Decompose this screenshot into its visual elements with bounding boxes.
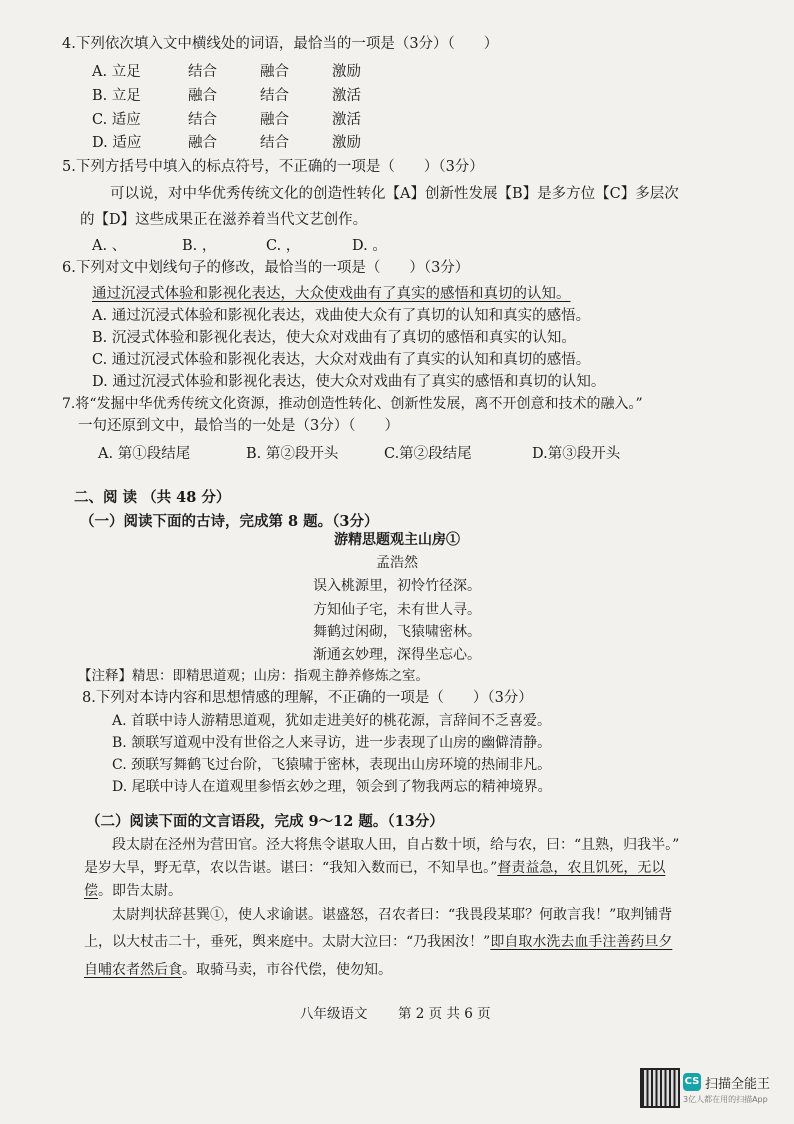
- part-2-title: （二）阅读下面的文言语段，完成 9～12 题。（13分）: [86, 813, 444, 830]
- footer-subject: 八年级语文: [300, 1006, 368, 1022]
- q4-option-a: [92, 62, 404, 82]
- q4-stem: 4.下列依次填入文中横线处的词语，最恰当的一项是（3分）（ ）: [62, 36, 499, 52]
- passage-p1-line-3-text: 。即告太尉。: [98, 883, 182, 899]
- passage-p2-line-2: [84, 932, 672, 952]
- passage-p1-line-2-text: 是岁大旱，野无草，农以告谌。谌曰：“我知入数而已，不知旱也。”: [84, 860, 498, 876]
- q7-options: [98, 444, 620, 464]
- poem-title: 游精思题观主山房①: [334, 532, 460, 548]
- passage-p2-underlined-part-2: 自哺农者然后食: [84, 962, 182, 978]
- q4-c-3: 融合: [260, 112, 289, 128]
- section-2-title: 二、阅 读 （共 48 分）: [74, 489, 231, 506]
- q8-option-c: C. 颈联写舞鹤飞过台阶，飞猿啸于密林，表现出山房环境的热闹非凡。: [112, 757, 552, 773]
- poem-author: 孟浩然: [376, 555, 418, 571]
- footer-page-number: 第 2 页 共 6 页: [398, 1006, 491, 1022]
- q7-option-b: B. 第②段开头: [246, 446, 339, 462]
- q8-option-b: B. 颔联写道观中没有世俗之人来寻访，进一步表现了山房的幽僻清静。: [112, 735, 552, 751]
- q4-b-1: B. 立足: [92, 88, 141, 104]
- q4-a-3: 融合: [260, 64, 289, 80]
- camscanner-brand: 扫描全能王: [705, 1077, 771, 1092]
- q8-stem: 8.下列对本诗内容和思想情感的理解，不正确的一项是（ ）（3分）: [82, 690, 533, 706]
- q4-d-1: D. 适应: [92, 135, 142, 151]
- q4-option-c: [92, 110, 404, 130]
- q4-c-4: 激活: [332, 112, 361, 128]
- q4-d-2: 融合: [188, 135, 217, 151]
- q5-option-b: B. ，: [182, 238, 217, 254]
- q6-option-c: C. 通过沉浸式体验和影视化表达，大众对戏曲有了真实的认知和真切的感悟。: [92, 352, 591, 368]
- q4-d-3: 结合: [260, 135, 289, 151]
- camscanner-tagline: 3亿人都在用的扫描App: [683, 1095, 768, 1104]
- poem-line-4: 渐通玄妙理，深得坐忘心。: [313, 647, 481, 663]
- q5-stem: 5.下列方括号中填入的标点符号，不正确的一项是（ ）（3分）: [62, 159, 484, 175]
- q4-c-1: C. 适应: [92, 112, 141, 128]
- q5-option-d: D. 。: [352, 238, 387, 254]
- camscanner-logo-icon: CS: [683, 1073, 701, 1091]
- q8-option-d: D. 尾联中诗人在道观里参悟玄妙之理，领会到了物我两忘的精神境界。: [112, 779, 552, 795]
- poem-line-3: 舞鹤过闲砌，飞猿啸密林。: [313, 624, 481, 640]
- q6-option-b: B. 沉浸式体验和影视化表达，使大众对戏曲有了真切的感悟和真实的认知。: [92, 330, 576, 346]
- q5-option-a: A. 、: [92, 238, 127, 254]
- passage-p1-line-2: [84, 858, 665, 878]
- part-1-title: （一）阅读下面的古诗，完成第 8 题。（3分）: [80, 513, 379, 530]
- q8-option-a: A. 首联中诗人游精思道观，犹如走进美好的桃花源，言辞间不乏喜爱。: [112, 713, 552, 729]
- q4-c-2: 结合: [188, 112, 217, 128]
- poem-line-2: 方知仙子宅，未有世人寻。: [313, 602, 481, 618]
- q4-b-4: 激活: [332, 88, 361, 104]
- q7-option-c: C.第②段结尾: [384, 446, 472, 462]
- passage-p2-line-3: [84, 960, 392, 980]
- passage-p2-underlined-part-1: 即自取水洗去血手注善药旦夕: [490, 934, 673, 950]
- q4-option-b: [92, 86, 404, 106]
- passage-p1-underlined-part-2: 偿: [84, 883, 98, 899]
- passage-p2-line-2-text: 上，以大杖击二十，垂死，舆来庭中。太尉大泣曰：“乃我困汝！”: [84, 934, 491, 950]
- poem-line-1: 误入桃源里，初怜竹径深。: [313, 578, 481, 594]
- q7-stem-line-2: 一句还原到文中，最恰当的一处是（3分）（ ）: [78, 418, 399, 434]
- q6-option-d: D. 通过沉浸式体验和影视化表达，使大众对戏曲有了真实的感悟和真切的认知。: [92, 374, 606, 390]
- q5-options: [92, 236, 387, 256]
- q7-option-a: A. 第①段结尾: [98, 446, 191, 462]
- q4-a-4: 激励: [332, 64, 361, 80]
- q4-a-2: 结合: [188, 64, 217, 80]
- q7-stem-line-1: 7.将“发掘中华优秀传统文化资源，推动创造性转化、创新性发展，离不开创意和技术的融入。”: [62, 396, 643, 412]
- q4-d-4: 激励: [332, 135, 361, 151]
- q5-passage-line-1: 可以说，对中华优秀传统文化的创造性转化【A】创新性发展【B】是多方位【C】多层次: [110, 186, 679, 202]
- q6-stem: 6.下列对文中划线句子的修改，最恰当的一项是（ ）（3分）: [62, 260, 470, 276]
- q5-passage-line-2: 的【D】这些成果正在滋养着当代文艺创作。: [80, 212, 368, 228]
- q7-option-d: D.第③段开头: [532, 446, 621, 462]
- passage-p1-underlined-part-1: 督责益急，农且饥死，无以: [497, 860, 666, 876]
- q4-b-3: 结合: [260, 88, 289, 104]
- qr-code-icon: [640, 1068, 680, 1108]
- passage-p2-line-3-text: 。取骑马卖，市谷代偿，使勿知。: [182, 962, 392, 978]
- passage-p1-line-3: [84, 881, 182, 901]
- passage-p1-line-1: 段太尉在泾州为营田官。泾大将焦令谌取人田，自占数十顷，给与农，曰：“且熟，归我半。”: [112, 837, 680, 853]
- q6-option-a: A. 通过沉浸式体验和影视化表达，戏曲使大众有了真切的认知和真实的感悟。: [92, 308, 591, 324]
- q4-option-d: [92, 133, 404, 153]
- q4-a-1: A. 立足: [92, 64, 141, 80]
- q6-underlined-sentence: 通过沉浸式体验和影视化表达，大众使戏曲有了真实的感悟和真切的认知。: [92, 286, 571, 302]
- q5-option-c: C. ，: [266, 238, 301, 254]
- poem-note: 【注释】精思：即精思道观；山房：指观主静养修炼之室。: [78, 668, 429, 684]
- q4-b-2: 融合: [188, 88, 217, 104]
- passage-p2-line-1: 太尉判状辞甚巽①，使人求谕谌。谌盛怒，召农者曰：“我畏段某耶？何敢言我！”取判铺背: [112, 907, 673, 923]
